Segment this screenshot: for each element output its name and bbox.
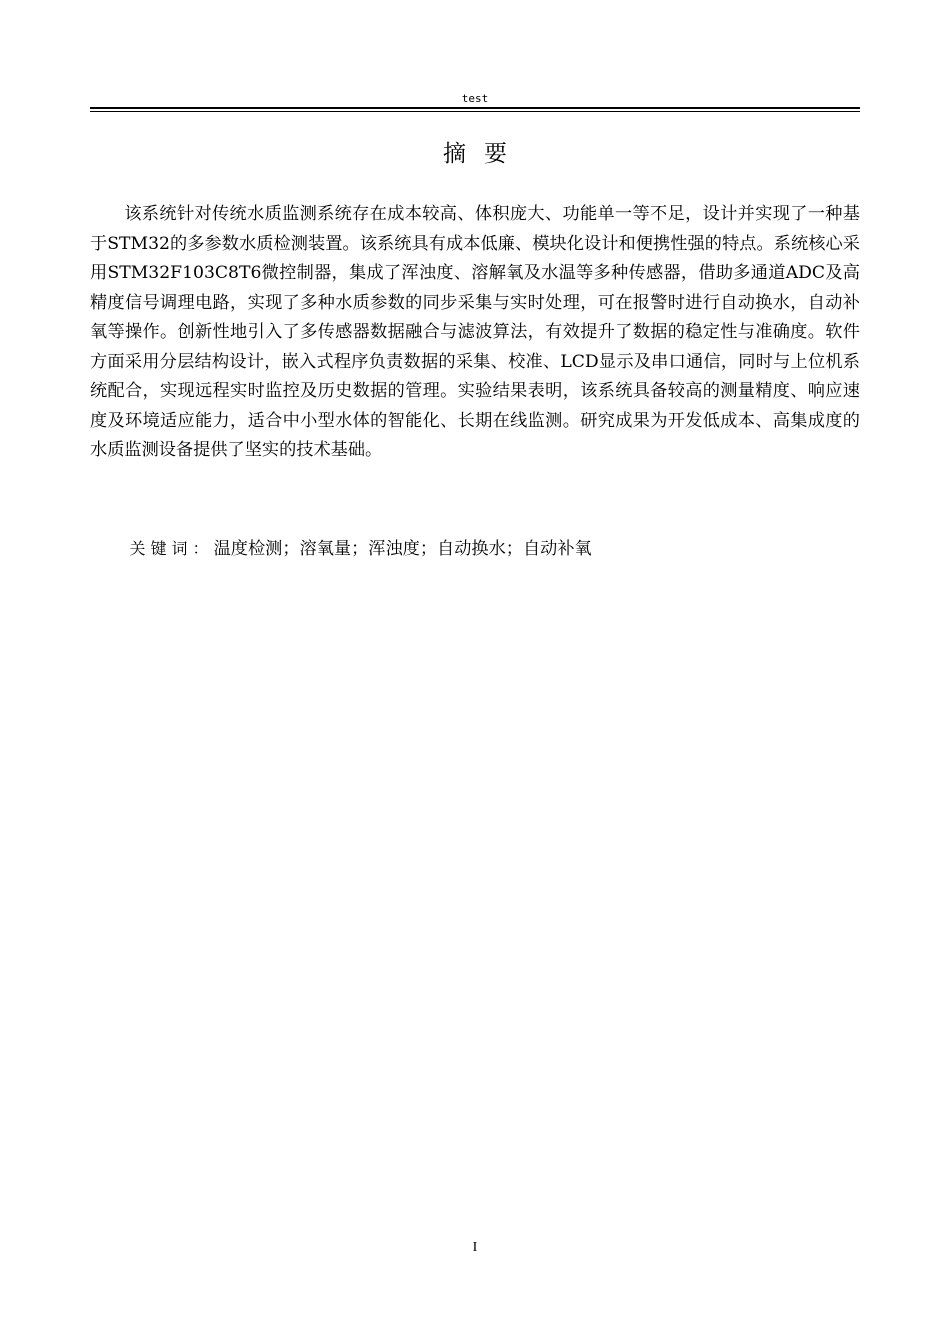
header-rule-thin (90, 111, 860, 112)
abstract-body: 该系统针对传统水质监测系统存在成本较高、体积庞大、功能单一等不足，设计并实现了一种基于STM32的多参数水质检测装置。该系统具有成本低廉、模块化设计和便携性强的特点。系统核心采用STM32F103C8T6微控制器，集成了浑浊度、溶解氧及水温等多种传感器，借助多通道ADC及高精度信号调理电路，实现了多种水质参数的同步采集与实时处理，可在报警时进行自动换水，自动补氧等操作。创新性地引入了多传感器数据融合与滤波算法，有效提升了数据的稳定性与准确度。软件方面采用分层结构设计，嵌入式程序负责数据的采集、校准、LCD显示及串口通信，同时与上位机系统配合，实现远程实时监控及历史数据的管理。实验结果表明，该系统具备较高的测量精度、响应速度及环境适应能力，适合中小型水体的智能化、长期在线监测。研究成果为开发低成本、高集成度的水质监测设备提供了坚实的技术基础。 (90, 204, 860, 460)
keywords-line (90, 534, 860, 565)
abstract-title: 摘要 (443, 141, 525, 167)
keywords-list: 温度检测；溶氧量；浑浊度；自动换水；自动补氧 (213, 539, 592, 559)
page-number: I (472, 1240, 478, 1255)
header-rule-thick (90, 107, 860, 109)
keywords-label: 关键词： (129, 539, 214, 558)
running-header: test (461, 92, 489, 105)
